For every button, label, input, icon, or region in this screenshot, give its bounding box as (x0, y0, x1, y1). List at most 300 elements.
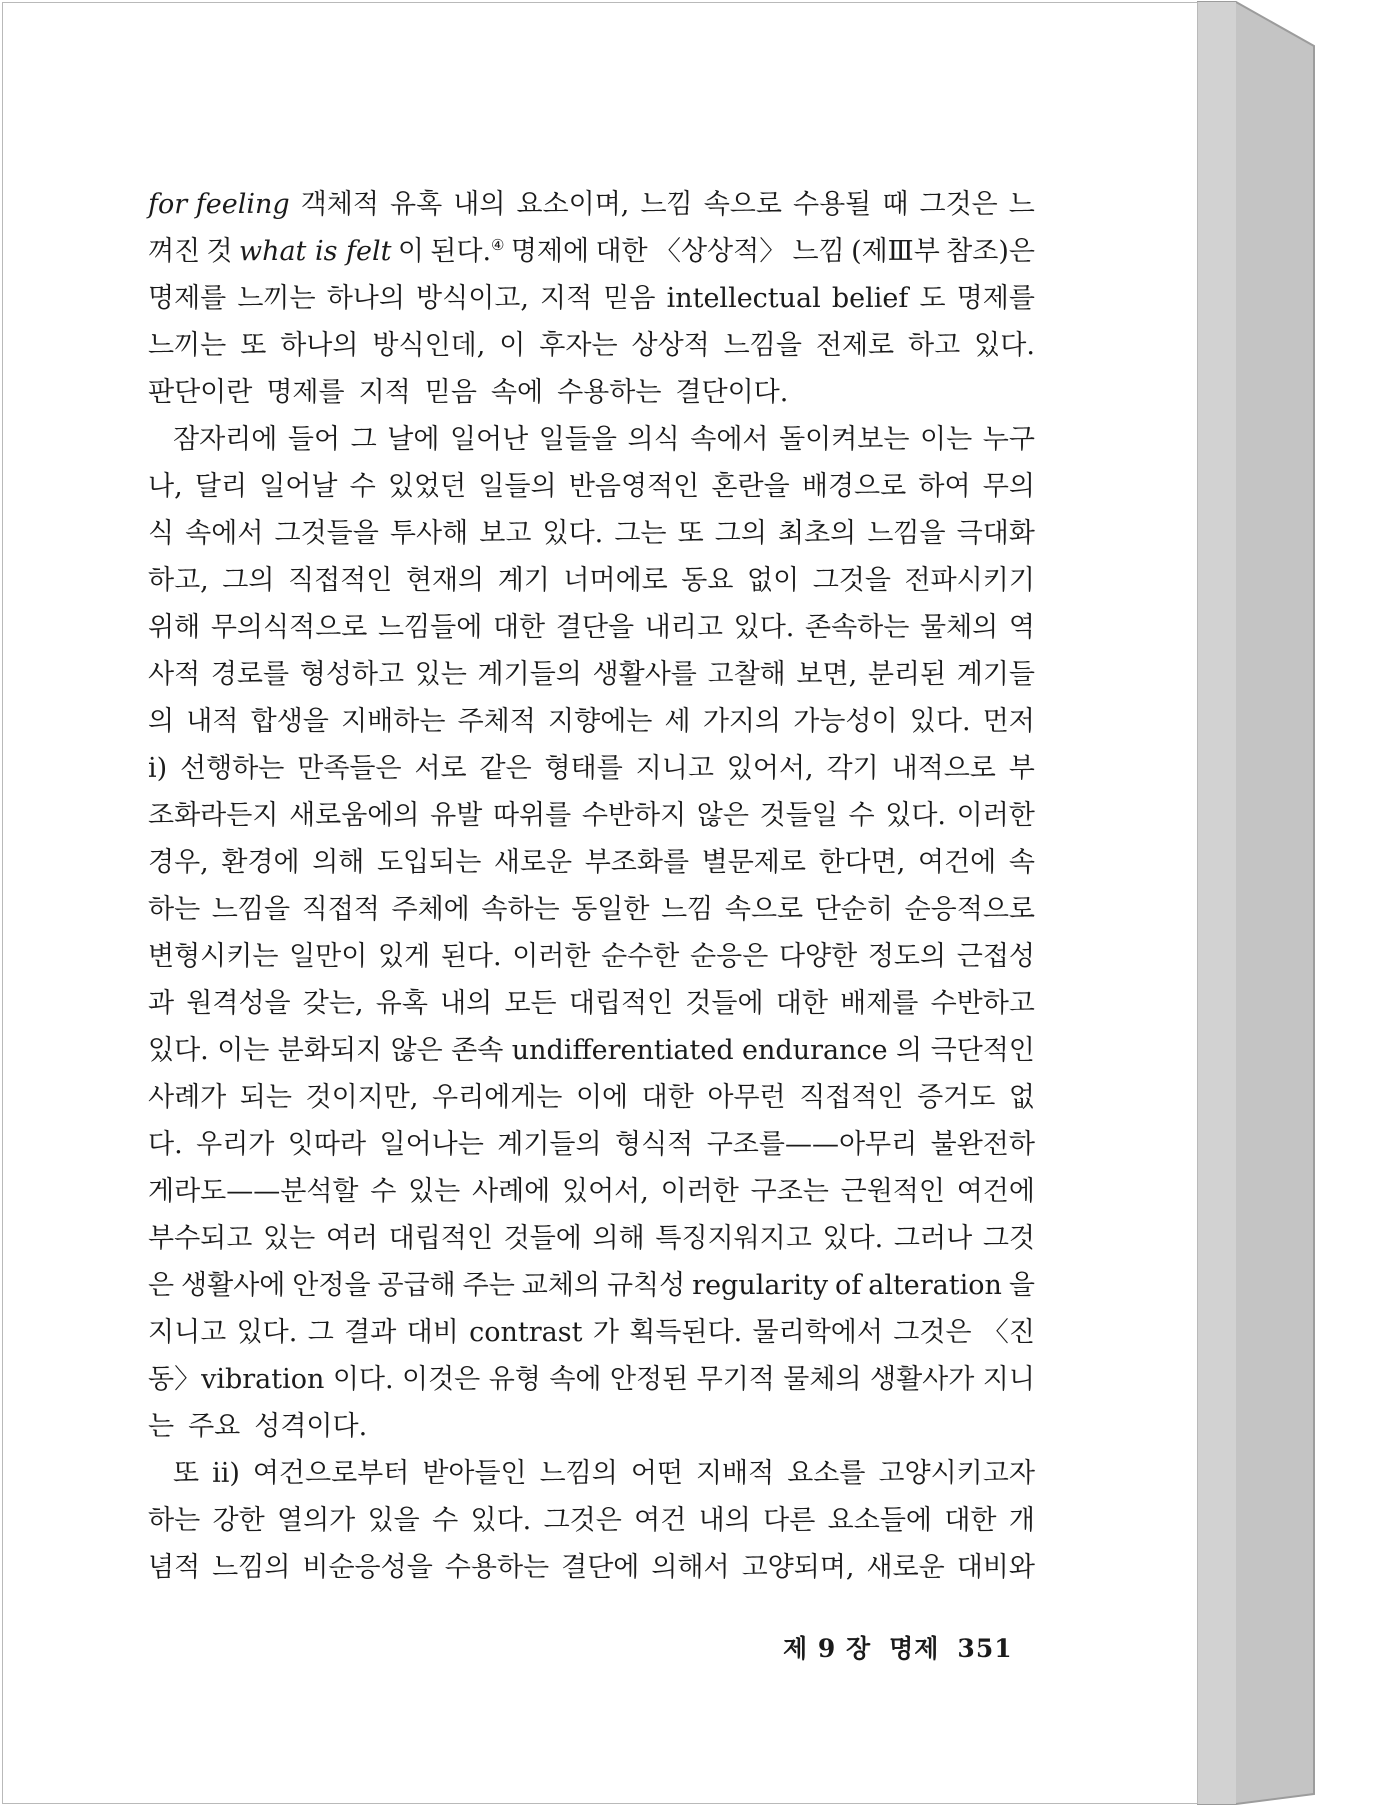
text-word: 속으로 (703, 189, 782, 220)
text-word: 결단이다. (675, 377, 789, 408)
text-word: 세 (664, 706, 691, 737)
text-line (148, 322, 1035, 369)
text-word: 속하는 (481, 894, 560, 925)
text-word: (제Ⅲ부 (851, 236, 940, 267)
text-word: 최초의 (777, 518, 857, 549)
text-word: 그것을 (812, 565, 891, 596)
text-word: 은 (148, 1270, 175, 1301)
text-word: 〈상상적〉 (653, 236, 787, 267)
text-word: 수 (370, 1176, 397, 1207)
text-line (148, 1121, 1035, 1168)
text-word: 참조)은 (946, 236, 1035, 267)
text-word: 순응은 (690, 941, 769, 972)
text-word: 일어나는 (379, 1129, 484, 1160)
text-word: 이는 (217, 1035, 270, 1066)
text-word: 고찰해 (707, 659, 786, 690)
text-word: 그것은 (919, 189, 998, 220)
book-page (2, 2, 1198, 1804)
text-word: 어떤 (630, 1458, 683, 1489)
text-word: 되는 (239, 1082, 292, 1113)
text-word: 념적 (148, 1552, 201, 1583)
text-word: 가능성이 (793, 706, 898, 737)
text-word: 분화되지 (277, 1035, 383, 1066)
text-word: 여건에 (956, 1176, 1035, 1207)
text-word: 명제에 (510, 236, 590, 267)
text-word: 느낌 (792, 236, 845, 267)
text-word: 대한 (641, 1082, 694, 1113)
text-word: 잠자리에 (173, 424, 278, 455)
text-word: 특징지워지고 (655, 1223, 812, 1254)
text-word: 하고, (148, 565, 209, 596)
text-word: 것들일 (759, 800, 838, 831)
text-word: 사적 (148, 659, 201, 690)
text-word: 일들의 (478, 471, 557, 502)
text-word: 새로운 (866, 1552, 945, 1583)
text-word: 고양시키고자 (878, 1458, 1035, 1489)
text-word: 직접적인 (799, 1082, 904, 1113)
text-word: 내적 (186, 706, 239, 737)
text-word: 없 (1008, 1082, 1035, 1113)
text-word: 서로 (414, 753, 467, 784)
text-word: regularity (692, 1270, 829, 1301)
text-word: 수용될 (793, 189, 872, 220)
text-word: 개 (1008, 1505, 1035, 1536)
footnote-marker: ④ (491, 236, 505, 254)
page-number: 351 (957, 1634, 1013, 1663)
text-word: 있다. (148, 1035, 209, 1066)
text-word: 만족들은 (297, 753, 402, 784)
text-word: 의 (896, 1035, 923, 1066)
text-word: 형성하고 (299, 659, 405, 690)
text-word: 않은 (696, 800, 749, 831)
text-word: 달리 (194, 471, 248, 502)
text-word: 이 (397, 236, 424, 267)
text-word: ⅰ) (148, 753, 168, 784)
text-word: 계기들 (956, 659, 1035, 690)
text-line (148, 275, 1035, 322)
text-word: 다른 (763, 1505, 816, 1536)
text-word: 여건으로부터 (252, 1458, 410, 1489)
text-word: 그것은 (543, 1505, 622, 1536)
text-word: 있을 (367, 1505, 420, 1536)
text-word: 게라도——분석할 (148, 1176, 359, 1207)
text-word: 주요 (188, 1411, 241, 1442)
text-word: 보고 (479, 518, 532, 549)
text-word: 하고 (908, 330, 961, 361)
text-line (148, 792, 1035, 839)
text-word: 생활사에 (181, 1270, 286, 1301)
text-line (148, 510, 1035, 557)
text-word: 있어서, (562, 1176, 649, 1207)
text-word: 않은 (390, 1035, 443, 1066)
text-word: 느낌들에 (377, 612, 483, 643)
text-word: 여건 (634, 1505, 687, 1536)
text-word: 의해서 (651, 1552, 730, 1583)
text-word: 결과 (344, 1317, 397, 1348)
text-word: 그것 (982, 1223, 1035, 1254)
text-word: 보면, (796, 659, 858, 690)
text-word: 명제를 (148, 283, 227, 314)
text-word: 속에 (490, 377, 544, 408)
text-word: 느낌을 (211, 894, 291, 925)
text-word: 요소를 (787, 1458, 866, 1489)
text-word: 그러나 (893, 1223, 973, 1254)
text-word: 그 (350, 424, 377, 455)
text-word: 한다면, (818, 847, 906, 878)
text-word: 내리고 (644, 612, 723, 643)
text-word: 느끼는 (237, 283, 316, 314)
text-word: 분리된 (867, 659, 947, 690)
text-word: 열의가 (277, 1505, 356, 1536)
text-word: 형식적 (615, 1129, 694, 1160)
text-word: contrast (469, 1317, 583, 1348)
text-word: 있는 (262, 1223, 316, 1254)
text-word: intellectual (666, 283, 821, 314)
text-word: belief (831, 283, 909, 314)
text-word: 일어날 (259, 471, 338, 502)
text-word: 무의식적으로 (210, 612, 368, 643)
text-word: 대립적인 (568, 988, 674, 1019)
text-word: 일만이 (289, 941, 368, 972)
text-word: 조화라든지 (148, 800, 279, 831)
text-line (148, 1403, 1035, 1450)
text-word: 여러 (325, 1223, 378, 1254)
text-word: 껴진 (148, 236, 201, 267)
text-word: 무의 (982, 471, 1035, 502)
text-word: 직접적인 (288, 565, 393, 596)
text-word: 경로를 (210, 659, 290, 690)
text-word: 우리에게는 (431, 1082, 563, 1113)
text-line (148, 933, 1035, 980)
text-line (148, 369, 1035, 416)
text-word: 속 (1008, 847, 1035, 878)
text-line (148, 416, 1035, 463)
text-word: 있었던 (387, 471, 467, 502)
text-word: 역 (1008, 612, 1035, 643)
text-word: 순수한 (601, 941, 680, 972)
text-word: 지니 (982, 1364, 1035, 1395)
text-word: 있어서, (726, 753, 814, 784)
text-word: 지배하는 (341, 706, 446, 737)
text-word: 환경에 (221, 847, 300, 878)
text-word: 하나의 (326, 283, 405, 314)
text-word: 속에서 (185, 518, 264, 549)
text-word: 결단을 (555, 612, 635, 643)
text-word: 안정을 (292, 1270, 371, 1301)
text-line (148, 839, 1035, 886)
text-word: 이에 (575, 1082, 629, 1113)
text-word: 믿음 (603, 283, 656, 314)
text-word: 유혹 (390, 189, 443, 220)
text-line (148, 181, 1035, 228)
text-word: 있다. (974, 330, 1035, 361)
text-word: 획득된다. (629, 1317, 743, 1348)
text-word: 부수되고 (148, 1223, 253, 1254)
text-line (148, 1450, 1035, 1497)
text-word: 하는 (148, 894, 201, 925)
text-word: 느 (1008, 189, 1035, 220)
text-word: 무기적 (696, 1364, 775, 1395)
text-word: 수 (349, 471, 376, 502)
text-word: 〈진 (981, 1317, 1035, 1348)
text-word: 따위를 (492, 800, 572, 831)
chapter-label: 제 9 장 (783, 1634, 872, 1663)
text-word: 유발 (430, 800, 483, 831)
text-word: 계기 (497, 565, 550, 596)
text-word: 사례에 (472, 1176, 551, 1207)
text-word: 속에 (549, 1364, 602, 1395)
text-word: 극단적인 (930, 1035, 1035, 1066)
text-word: 느끼는 (148, 330, 227, 361)
text-word: 주체에 (391, 894, 470, 925)
text-word: 도입되는 (376, 847, 482, 878)
text-word: 순응적으로 (904, 894, 1035, 925)
text-word: 계기들의 (477, 659, 582, 690)
text-word: 부 (1008, 753, 1035, 784)
text-word: 하여 (918, 471, 971, 502)
text-word: undifferentiated (511, 1035, 734, 1066)
text-word: 그것들을 (274, 518, 379, 549)
text-line (148, 651, 1035, 698)
text-word: 극대화 (956, 518, 1035, 549)
text-word: 없이 (747, 565, 800, 596)
text-word: 그의 (714, 518, 767, 549)
text-word: 강한 (212, 1505, 265, 1536)
text-line (148, 886, 1035, 933)
text-word: 우리가 (196, 1129, 275, 1160)
text-word: 방식인데, (372, 330, 486, 361)
text-word: 원격성을 (186, 988, 291, 1019)
text-line (148, 463, 1035, 510)
text-word: 근접성 (956, 941, 1035, 972)
text-word: 된다. (440, 941, 502, 972)
text-line (148, 1027, 1035, 1074)
text-word: 배제를 (840, 988, 919, 1019)
text-word: 주는 (462, 1270, 515, 1301)
text-word: 각기 (826, 753, 879, 784)
text-line (148, 1262, 1035, 1309)
text-word: 는 (148, 1411, 175, 1442)
text-word: 혼란을 (711, 471, 790, 502)
text-word: 의해 (592, 1223, 645, 1254)
body-text (148, 181, 1035, 1591)
text-word: 모든 (504, 988, 557, 1019)
text-word: 증거도 (917, 1082, 996, 1113)
text-line (148, 557, 1035, 604)
text-line (148, 745, 1035, 792)
text-word: 의 (148, 706, 175, 737)
text-word: 새로운 (493, 847, 573, 878)
text-word: 생활사가 (869, 1364, 975, 1395)
text-word: 배경으로 (801, 471, 907, 502)
text-word: 지적 (540, 283, 593, 314)
text-word: 내의 (440, 988, 493, 1019)
text-word: 대한 (775, 988, 828, 1019)
text-word: 받아들인 (422, 1458, 527, 1489)
text-word: 누구 (982, 424, 1035, 455)
text-word: 선행하는 (180, 753, 285, 784)
text-word: 직접적 (301, 894, 380, 925)
text-word: 유형 (488, 1364, 541, 1395)
text-word: 것들에 (503, 1223, 582, 1254)
text-word: for feeling (148, 189, 290, 220)
text-word: 있다. (470, 1505, 532, 1536)
text-line (148, 604, 1035, 651)
text-word: 명제를 (956, 283, 1035, 314)
text-word: 들어 (287, 424, 341, 455)
text-word: what is felt (238, 236, 392, 267)
text-word: 이것은 (402, 1364, 481, 1395)
text-word: 을 (1008, 1270, 1035, 1301)
text-word: 지향에는 (548, 706, 653, 737)
text-word: 이다. (332, 1364, 394, 1395)
text-word: 규칙성 (606, 1270, 686, 1301)
text-word: 하는 (148, 1505, 201, 1536)
text-word: 수반하고 (930, 988, 1035, 1019)
text-word: 이러한 (512, 941, 591, 972)
text-word: 존속하는 (805, 612, 910, 643)
text-word: 지니고 (148, 1317, 227, 1348)
text-word: 일들을 (538, 424, 617, 455)
text-word: 있게 (377, 941, 431, 972)
text-word: 공급해 (377, 1270, 456, 1301)
text-word: 별문제로 (701, 847, 806, 878)
text-word: 너머에로 (563, 565, 668, 596)
text-word: 이는 (920, 424, 973, 455)
text-word: 형태를 (544, 753, 623, 784)
text-word: 주체적 (457, 706, 536, 737)
text-word: 있다. (236, 1317, 298, 1348)
text-word: 현재의 (405, 565, 485, 596)
text-word: 구조를——아무리 (706, 1129, 918, 1160)
text-word: 후자는 (539, 330, 618, 361)
text-word: 대비 (406, 1317, 459, 1348)
text-word: 의해 (312, 847, 365, 878)
text-word: 느낌 (661, 894, 714, 925)
text-word: 돌이켜보는 (779, 424, 910, 455)
text-word: 수 (432, 1505, 459, 1536)
text-word: 느낌 (640, 189, 693, 220)
text-word: 구조는 (750, 1176, 829, 1207)
text-word: 일어난 (449, 424, 529, 455)
text-word: 느낌을 (867, 518, 946, 549)
text-word: 대립적인 (388, 1223, 493, 1254)
text-word: 대비와 (956, 1552, 1035, 1583)
text-word: 안정된 (609, 1364, 689, 1395)
text-word: 내의 (698, 1505, 751, 1536)
text-word: 위해 (148, 612, 201, 643)
text-word: 물리학에서 (752, 1317, 883, 1348)
text-word: 것이지만, (305, 1082, 419, 1113)
text-word: 전파시키기 (904, 565, 1035, 596)
text-word: 동요 (681, 565, 734, 596)
text-word: 경우, (148, 847, 209, 878)
text-line (148, 1356, 1035, 1403)
text-word: 물체의 (920, 612, 999, 643)
text-word: 투사해 (389, 518, 469, 549)
text-word: 새로움에의 (289, 800, 420, 831)
text-line (148, 1215, 1035, 1262)
text-word: 느낌의 (539, 1458, 618, 1489)
text-word: 반음영적인 (568, 471, 700, 502)
text-word: 그의 (222, 565, 275, 596)
text-word: 것들에 (685, 988, 764, 1019)
text-word: 방식이고, (416, 283, 529, 314)
text-line (148, 1309, 1035, 1356)
text-word: 믿음 (424, 377, 477, 408)
text-word: 요소들에 (827, 1505, 932, 1536)
text-word: 것 (206, 236, 233, 267)
text-line (148, 980, 1035, 1027)
text-word: 물체의 (783, 1364, 862, 1395)
text-word: 존속 (451, 1035, 504, 1066)
text-word: 대한 (944, 1505, 997, 1536)
text-word: 때 (882, 189, 909, 220)
text-word: 속에서 (690, 424, 769, 455)
text-word: 결단에 (561, 1552, 640, 1583)
page-footer (783, 1629, 1013, 1665)
text-word: 다양한 (778, 941, 858, 972)
text-word: 지적 (358, 377, 411, 408)
text-word: 가지의 (702, 706, 782, 737)
text-word: 이 (499, 330, 526, 361)
text-word: alteration (868, 1270, 1002, 1301)
text-word: 정도의 (867, 941, 947, 972)
text-word: 지니고 (635, 753, 714, 784)
text-word: 이러한 (956, 800, 1035, 831)
text-word: 갖는, (302, 988, 364, 1019)
text-word: 같은 (479, 753, 532, 784)
text-word: 날에 (387, 424, 440, 455)
word-with-footnote (430, 228, 504, 275)
text-word: of (835, 1270, 862, 1301)
text-word: 있다. (909, 706, 971, 737)
text-word: 상상적 (631, 330, 710, 361)
text-word: 합생을 (250, 706, 329, 737)
text-word: 대한 (595, 236, 648, 267)
text-word: 수 (848, 800, 875, 831)
text-line (148, 1168, 1035, 1215)
text-word: 또 (240, 330, 267, 361)
text-word: 있다. (822, 1223, 884, 1254)
text-word: 여건에 (918, 847, 997, 878)
text-word: 그 (307, 1317, 334, 1348)
text-word: 아무런 (707, 1082, 786, 1113)
text-word: 단순히 (814, 894, 893, 925)
text-word: 성격이다. (254, 1411, 368, 1442)
text-word: 된다. (430, 236, 492, 267)
text-word: ⅱ) (212, 1458, 240, 1489)
text-word: 전제로 (815, 330, 895, 361)
text-word: 계기들의 (497, 1129, 602, 1160)
text-word: 있다. (542, 518, 604, 549)
text-word: 그는 (614, 518, 667, 549)
text-word: 대한 (492, 612, 546, 643)
text-word: 객체적 (300, 189, 379, 220)
text-word: 근원적인 (840, 1176, 945, 1207)
text-word: 있는 (414, 659, 467, 690)
text-word: 있다. (733, 612, 795, 643)
text-word: 나, (148, 471, 183, 502)
text-word: endurance (742, 1035, 888, 1066)
text-word: 생활사를 (592, 659, 697, 690)
text-line (148, 1074, 1035, 1121)
text-word: 또 (173, 1458, 200, 1489)
text-word: 내적으로 (891, 753, 996, 784)
text-word: 요소이며, (516, 189, 630, 220)
text-word: 사례가 (148, 1082, 227, 1113)
text-line (148, 698, 1035, 745)
